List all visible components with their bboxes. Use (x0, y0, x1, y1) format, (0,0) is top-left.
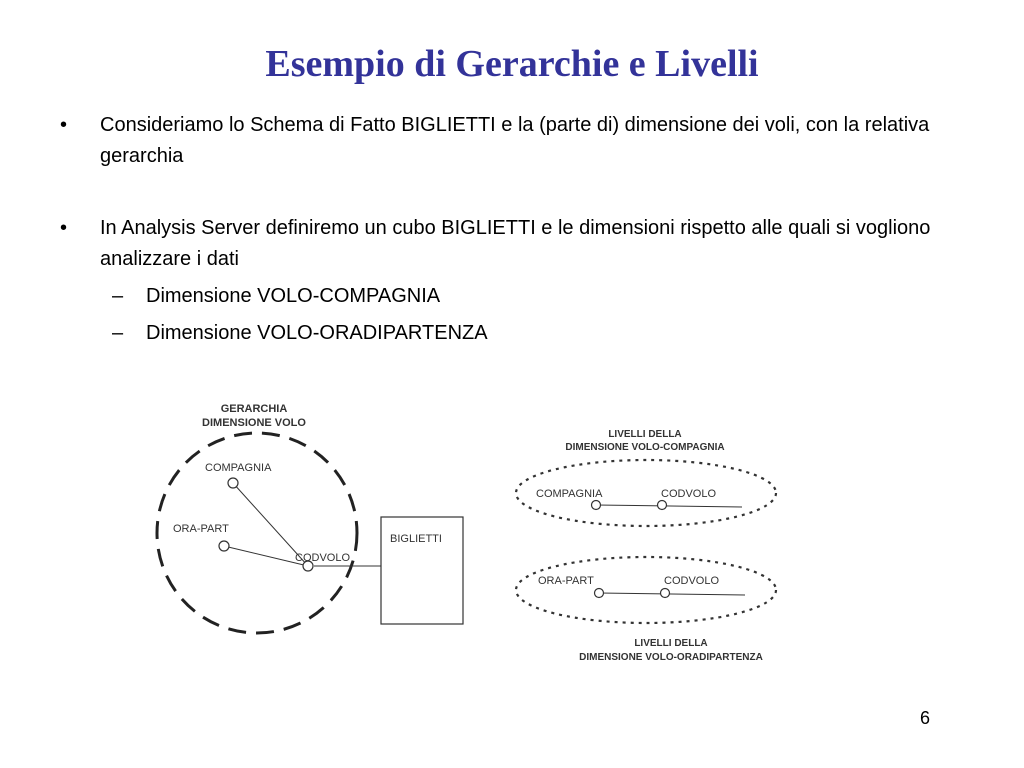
label-compagnia: COMPAGNIA (205, 462, 272, 474)
levels-orapart-node-a (595, 589, 604, 598)
sub-bullet-text: Dimensione VOLO-COMPAGNIA (146, 285, 441, 307)
bullet-marker: • (60, 217, 68, 239)
levels-orapart-label-a: ORA-PART (538, 575, 594, 587)
label-orapart: ORA-PART (173, 523, 229, 535)
hierarchy-title-line2: DIMENSIONE VOLO (202, 417, 306, 429)
levels-compagnia-title-line1: LIVELLI DELLA (608, 429, 682, 440)
node-compagnia (228, 478, 238, 488)
bullet-marker: • (60, 114, 68, 136)
bullet-text: Consideriamo lo Schema di Fatto BIGLIETTI e la (parte di) dimensione dei voli, con la relativa gerarchia (100, 114, 930, 167)
levels-compagnia-node-b (658, 501, 667, 510)
label-codvolo: CODVOLO (295, 552, 351, 564)
levels-compagnia-label-b: CODVOLO (661, 488, 717, 500)
node-orapart (219, 541, 229, 551)
sub-bullet-text: Dimensione VOLO-ORADIPARTENZA (146, 322, 488, 344)
levels-orapart-title-line1: LIVELLI DELLA (634, 638, 708, 649)
levels-orapart-node-b (661, 589, 670, 598)
levels-orapart-label-b: CODVOLO (664, 575, 720, 587)
levels-compagnia-line (596, 505, 742, 507)
levels-orapart-ellipse (516, 557, 776, 623)
levels-compagnia-node-a (592, 501, 601, 510)
sub-bullet-marker: – (112, 285, 124, 307)
page-number: 6 (920, 708, 931, 728)
levels-orapart-title-line2: DIMENSIONE VOLO-ORADIPARTENZA (579, 652, 763, 663)
hierarchy-title-line1: GERARCHIA (220, 403, 288, 415)
levels-compagnia-label-a: COMPAGNIA (536, 488, 603, 500)
levels-compagnia-title-line2: DIMENSIONE VOLO-COMPAGNIA (565, 442, 725, 453)
levels-orapart-line (599, 593, 745, 595)
fact-label: BIGLIETTI (390, 533, 442, 545)
sub-bullet-marker: – (112, 322, 124, 344)
bullet-text: In Analysis Server definiremo un cubo BIGLIETTI e le dimensioni rispetto alle quali si vogliono analizzare i dati (100, 217, 931, 270)
slide-title: Esempio di Gerarchie e Livelli (265, 43, 759, 85)
